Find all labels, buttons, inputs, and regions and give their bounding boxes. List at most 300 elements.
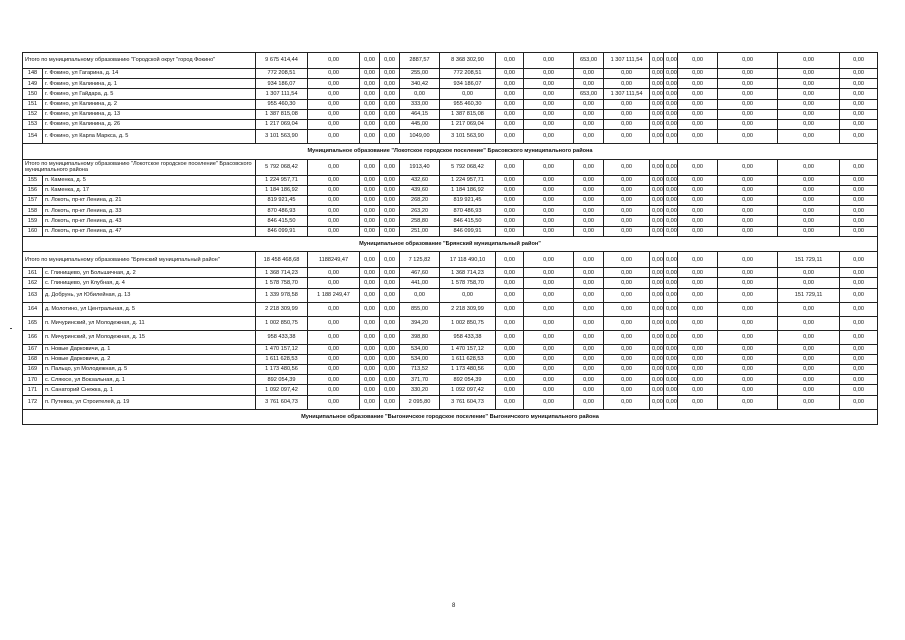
value-cell: 0,00 — [524, 119, 574, 129]
value-cell: 0,00 — [664, 79, 678, 89]
value-cell: 0,00 — [650, 79, 664, 89]
value-cell: 0,00 — [778, 175, 840, 185]
value-cell: 0,00 — [678, 159, 718, 175]
value-cell: 0,00 — [308, 196, 360, 206]
section-heading-row — [23, 144, 878, 160]
value-cell: 0,00 — [496, 196, 524, 206]
value-cell: 1049,00 — [400, 130, 440, 144]
value-cell: 0,00 — [778, 354, 840, 364]
value-cell: 0,00 — [718, 288, 778, 302]
value-cell: 0,00 — [840, 196, 878, 206]
table-row — [23, 375, 878, 385]
value-cell: 0,00 — [840, 302, 878, 316]
address-cell: п. Новые Дарковичи, д. 1 — [43, 344, 256, 354]
value-cell: 0,00 — [308, 99, 360, 109]
value-cell: 18 458 468,68 — [256, 252, 308, 268]
value-cell: 3 761 604,73 — [440, 395, 496, 409]
scan-mark — [10, 328, 12, 329]
value-cell: 0,00 — [524, 206, 574, 216]
table-row — [23, 79, 878, 89]
row-number: 171 — [23, 385, 43, 395]
value-cell: 0,00 — [308, 69, 360, 79]
address-cell: с. Сляюсе, ул Вокзальная, д. 1 — [43, 375, 256, 385]
value-cell: 0,00 — [360, 395, 380, 409]
value-cell: 0,00 — [650, 365, 664, 375]
value-cell: 0,00 — [496, 119, 524, 129]
value-cell: 0,00 — [664, 175, 678, 185]
value-cell: 0,00 — [440, 89, 496, 99]
value-cell: 855,00 — [400, 302, 440, 316]
value-cell: 1 578 758,70 — [440, 278, 496, 288]
value-cell: 330,20 — [400, 385, 440, 395]
table-row — [23, 185, 878, 195]
value-cell: 0,00 — [718, 375, 778, 385]
value-cell: 0,00 — [496, 365, 524, 375]
value-cell: 263,20 — [400, 206, 440, 216]
value-cell: 1 307 111,54 — [256, 89, 308, 99]
value-cell: 0,00 — [574, 354, 604, 364]
page-number: 8 — [452, 603, 456, 609]
value-cell: 0,00 — [604, 288, 650, 302]
total-label: Итого по муниципальному образованию "Локотское городское поселение" Брасовского муниципального района — [23, 159, 256, 175]
value-cell: 0,00 — [524, 226, 574, 236]
value-cell: 713,52 — [400, 365, 440, 375]
value-cell: 0,00 — [650, 175, 664, 185]
value-cell: 1 188 249,47 — [308, 288, 360, 302]
value-cell: 1 339 978,58 — [256, 288, 308, 302]
value-cell: 0,00 — [678, 216, 718, 226]
value-cell: 0,00 — [840, 288, 878, 302]
value-cell: 0,00 — [664, 109, 678, 119]
value-cell: 340,42 — [400, 79, 440, 89]
value-cell: 0,00 — [604, 119, 650, 129]
value-cell: 1 184 186,92 — [256, 185, 308, 195]
total-row — [23, 159, 878, 175]
value-cell: 0,00 — [360, 159, 380, 175]
section-heading-row — [23, 236, 878, 252]
value-cell: 0,00 — [308, 216, 360, 226]
value-cell: 5 792 068,42 — [440, 159, 496, 175]
value-cell: 0,00 — [604, 385, 650, 395]
value-cell: 0,00 — [604, 330, 650, 344]
value-cell: 892 054,39 — [256, 375, 308, 385]
value-cell: 0,00 — [604, 252, 650, 268]
value-cell: 0,00 — [574, 252, 604, 268]
value-cell: 0,00 — [650, 330, 664, 344]
table-row — [23, 89, 878, 99]
value-cell: 534,00 — [400, 344, 440, 354]
row-number: 154 — [23, 130, 43, 144]
value-cell: 0,00 — [778, 278, 840, 288]
value-cell: 0,00 — [718, 130, 778, 144]
value-cell: 0,00 — [496, 53, 524, 69]
value-cell: 0,00 — [664, 354, 678, 364]
value-cell: 0,00 — [840, 99, 878, 109]
value-cell: 1 387 815,08 — [440, 109, 496, 119]
value-cell: 464,15 — [400, 109, 440, 119]
value-cell: 0,00 — [308, 385, 360, 395]
value-cell: 2 218 309,99 — [440, 302, 496, 316]
value-cell: 0,00 — [380, 288, 400, 302]
value-cell: 0,00 — [380, 268, 400, 278]
address-cell: г. Фокино, ул Калинина, д. 2 — [43, 99, 256, 109]
value-cell: 0,00 — [778, 69, 840, 79]
value-cell: 1 611 628,53 — [440, 354, 496, 364]
row-number: 166 — [23, 330, 43, 344]
value-cell: 0,00 — [840, 159, 878, 175]
row-number: 169 — [23, 365, 43, 375]
value-cell: 0,00 — [650, 302, 664, 316]
value-cell: 0,00 — [664, 385, 678, 395]
row-number: 172 — [23, 395, 43, 409]
value-cell: 1 368 714,23 — [440, 268, 496, 278]
value-cell: 439,60 — [400, 185, 440, 195]
value-cell: 0,00 — [718, 185, 778, 195]
table-row — [23, 302, 878, 316]
value-cell: 0,00 — [524, 365, 574, 375]
value-cell: 0,00 — [360, 354, 380, 364]
value-cell: 0,00 — [664, 196, 678, 206]
value-cell: 0,00 — [308, 119, 360, 129]
value-cell: 0,00 — [778, 316, 840, 330]
value-cell: 0,00 — [380, 252, 400, 268]
section-heading: Муниципальное образование "Выгоничское городское поселение" Выгоничского муниципального района — [23, 409, 878, 425]
value-cell: 0,00 — [496, 375, 524, 385]
value-cell: 0,00 — [308, 395, 360, 409]
value-cell: 151 729,11 — [778, 288, 840, 302]
value-cell: 0,00 — [496, 395, 524, 409]
address-cell: п. Локоть, пр-кт Ленина, д. 47 — [43, 226, 256, 236]
address-cell: г. Фокино, ул Гайдара, д. 5 — [43, 89, 256, 99]
row-number: 168 — [23, 354, 43, 364]
value-cell: 0,00 — [650, 226, 664, 236]
total-label: Итого по муниципальному образованию "Брянский муниципальный район" — [23, 252, 256, 268]
value-cell: 0,00 — [380, 89, 400, 99]
row-number: 153 — [23, 119, 43, 129]
value-cell: 0,00 — [678, 330, 718, 344]
value-cell: 0,00 — [718, 99, 778, 109]
value-cell: 0,00 — [308, 130, 360, 144]
value-cell: 870 486,93 — [256, 206, 308, 216]
value-cell: 0,00 — [718, 395, 778, 409]
value-cell: 0,00 — [678, 109, 718, 119]
value-cell: 0,00 — [604, 344, 650, 354]
value-cell: 0,00 — [840, 344, 878, 354]
total-row — [23, 252, 878, 268]
value-cell: 0,00 — [664, 252, 678, 268]
value-cell: 0,00 — [380, 344, 400, 354]
value-cell: 0,00 — [574, 330, 604, 344]
value-cell: 0,00 — [496, 206, 524, 216]
value-cell: 0,00 — [778, 119, 840, 129]
value-cell: 0,00 — [778, 130, 840, 144]
value-cell: 0,00 — [718, 79, 778, 89]
value-cell: 0,00 — [604, 196, 650, 206]
value-cell: 0,00 — [678, 69, 718, 79]
value-cell: 0,00 — [496, 278, 524, 288]
row-number: 148 — [23, 69, 43, 79]
value-cell: 0,00 — [778, 375, 840, 385]
table-row — [23, 226, 878, 236]
value-cell: 1 387 815,08 — [256, 109, 308, 119]
value-cell: 1 002 850,75 — [256, 316, 308, 330]
table-row — [23, 344, 878, 354]
value-cell: 0,00 — [678, 354, 718, 364]
value-cell: 0,00 — [840, 330, 878, 344]
value-cell: 0,00 — [308, 185, 360, 195]
value-cell: 0,00 — [778, 206, 840, 216]
value-cell: 0,00 — [778, 53, 840, 69]
value-cell: 441,00 — [400, 278, 440, 288]
address-cell: д. Молотино, ул Центральная, д. 5 — [43, 302, 256, 316]
value-cell: 1 092 097,42 — [256, 385, 308, 395]
value-cell: 1 307 111,54 — [604, 89, 650, 99]
value-cell: 0,00 — [778, 89, 840, 99]
value-cell: 0,00 — [360, 206, 380, 216]
table-row — [23, 354, 878, 364]
value-cell: 0,00 — [664, 316, 678, 330]
value-cell: 0,00 — [650, 159, 664, 175]
value-cell: 955 460,30 — [440, 99, 496, 109]
value-cell: 0,00 — [678, 288, 718, 302]
value-cell: 0,00 — [308, 330, 360, 344]
table-row — [23, 130, 878, 144]
table-row — [23, 385, 878, 395]
value-cell: 0,00 — [664, 130, 678, 144]
value-cell: 0,00 — [840, 206, 878, 216]
value-cell: 0,00 — [840, 69, 878, 79]
value-cell: 7 125,82 — [400, 252, 440, 268]
value-cell: 0,00 — [718, 226, 778, 236]
value-cell: 0,00 — [524, 316, 574, 330]
value-cell: 0,00 — [440, 288, 496, 302]
value-cell: 0,00 — [678, 395, 718, 409]
table-row — [23, 288, 878, 302]
value-cell: 0,00 — [308, 375, 360, 385]
value-cell: 0,00 — [840, 354, 878, 364]
value-cell: 0,00 — [360, 175, 380, 185]
value-cell: 251,00 — [400, 226, 440, 236]
value-cell: 0,00 — [678, 99, 718, 109]
value-cell: 2887,57 — [400, 53, 440, 69]
value-cell: 0,00 — [524, 109, 574, 119]
value-cell: 0,00 — [496, 385, 524, 395]
value-cell: 0,00 — [650, 69, 664, 79]
value-cell: 846 099,91 — [440, 226, 496, 236]
value-cell: 0,00 — [604, 109, 650, 119]
value-cell: 0,00 — [524, 354, 574, 364]
row-number: 156 — [23, 185, 43, 195]
value-cell: 0,00 — [574, 196, 604, 206]
value-cell: 0,00 — [604, 354, 650, 364]
value-cell: 0,00 — [840, 175, 878, 185]
value-cell: 0,00 — [840, 252, 878, 268]
value-cell: 0,00 — [360, 53, 380, 69]
value-cell: 0,00 — [360, 302, 380, 316]
value-cell: 0,00 — [604, 175, 650, 185]
value-cell: 0,00 — [360, 89, 380, 99]
value-cell: 467,60 — [400, 268, 440, 278]
value-cell: 0,00 — [308, 302, 360, 316]
value-cell: 0,00 — [380, 330, 400, 344]
value-cell: 0,00 — [360, 365, 380, 375]
row-number: 161 — [23, 268, 43, 278]
value-cell: 0,00 — [718, 278, 778, 288]
value-cell: 0,00 — [574, 268, 604, 278]
value-cell: 0,00 — [604, 226, 650, 236]
value-cell: 0,00 — [524, 196, 574, 206]
value-cell: 0,00 — [380, 365, 400, 375]
value-cell: 0,00 — [524, 395, 574, 409]
value-cell: 1 224 957,71 — [256, 175, 308, 185]
value-cell: 0,00 — [524, 69, 574, 79]
value-cell: 0,00 — [380, 196, 400, 206]
value-cell: 0,00 — [718, 216, 778, 226]
value-cell: 0,00 — [650, 252, 664, 268]
value-cell: 0,00 — [360, 252, 380, 268]
address-cell: п. Новые Дарковичи, д. 2 — [43, 354, 256, 364]
section-heading: Муниципальное образование "Брянский муниципальный район" — [23, 236, 878, 252]
section-heading-row — [23, 409, 878, 425]
value-cell: 0,00 — [718, 354, 778, 364]
value-cell: 0,00 — [574, 365, 604, 375]
value-cell: 0,00 — [360, 316, 380, 330]
value-cell: 0,00 — [664, 99, 678, 109]
value-cell: 151 729,11 — [778, 252, 840, 268]
value-cell: 1 184 186,92 — [440, 185, 496, 195]
value-cell: 268,20 — [400, 196, 440, 206]
value-cell: 0,00 — [360, 226, 380, 236]
row-number: 163 — [23, 288, 43, 302]
value-cell: 0,00 — [650, 109, 664, 119]
value-cell: 0,00 — [574, 69, 604, 79]
value-cell: 0,00 — [380, 206, 400, 216]
value-cell: 0,00 — [840, 119, 878, 129]
value-cell: 0,00 — [400, 89, 440, 99]
value-cell: 398,80 — [400, 330, 440, 344]
value-cell: 0,00 — [718, 385, 778, 395]
value-cell: 0,00 — [604, 365, 650, 375]
value-cell: 0,00 — [778, 385, 840, 395]
value-cell: 0,00 — [778, 365, 840, 375]
value-cell: 0,00 — [574, 206, 604, 216]
value-cell: 0,00 — [678, 278, 718, 288]
row-number: 151 — [23, 99, 43, 109]
value-cell: 0,00 — [678, 302, 718, 316]
value-cell: 0,00 — [718, 252, 778, 268]
value-cell: 0,00 — [380, 175, 400, 185]
value-cell: 333,00 — [400, 99, 440, 109]
value-cell: 9 675 414,44 — [256, 53, 308, 69]
value-cell: 0,00 — [664, 216, 678, 226]
value-cell: 0,00 — [524, 278, 574, 288]
value-cell: 0,00 — [778, 302, 840, 316]
value-cell: 1 611 628,53 — [256, 354, 308, 364]
value-cell: 0,00 — [524, 302, 574, 316]
value-cell: 0,00 — [380, 385, 400, 395]
value-cell: 0,00 — [718, 119, 778, 129]
value-cell: 0,00 — [840, 278, 878, 288]
value-cell: 0,00 — [360, 344, 380, 354]
value-cell: 0,00 — [400, 288, 440, 302]
value-cell: 0,00 — [496, 130, 524, 144]
value-cell: 534,00 — [400, 354, 440, 364]
row-number: 155 — [23, 175, 43, 185]
value-cell: 0,00 — [308, 344, 360, 354]
value-cell: 0,00 — [574, 130, 604, 144]
value-cell: 2 095,80 — [400, 395, 440, 409]
value-cell: 0,00 — [678, 175, 718, 185]
table-row — [23, 365, 878, 375]
value-cell: 0,00 — [664, 69, 678, 79]
value-cell: 0,00 — [380, 278, 400, 288]
value-cell: 0,00 — [678, 385, 718, 395]
value-cell: 0,00 — [650, 395, 664, 409]
value-cell: 0,00 — [664, 395, 678, 409]
value-cell: 0,00 — [496, 268, 524, 278]
value-cell: 0,00 — [496, 330, 524, 344]
value-cell: 0,00 — [360, 385, 380, 395]
row-number: 162 — [23, 278, 43, 288]
value-cell: 958 433,38 — [256, 330, 308, 344]
value-cell: 0,00 — [840, 375, 878, 385]
value-cell: 0,00 — [604, 185, 650, 195]
value-cell: 0,00 — [650, 89, 664, 99]
value-cell: 3 101 563,90 — [440, 130, 496, 144]
value-cell: 0,00 — [574, 109, 604, 119]
value-cell: 0,00 — [840, 89, 878, 99]
value-cell: 0,00 — [604, 159, 650, 175]
value-cell: 0,00 — [604, 79, 650, 89]
value-cell: 0,00 — [718, 175, 778, 185]
value-cell: 0,00 — [574, 385, 604, 395]
value-cell: 0,00 — [664, 268, 678, 278]
value-cell: 0,00 — [574, 79, 604, 89]
value-cell: 0,00 — [678, 53, 718, 69]
value-cell: 0,00 — [604, 278, 650, 288]
value-cell: 0,00 — [574, 288, 604, 302]
value-cell: 371,70 — [400, 375, 440, 385]
value-cell: 0,00 — [840, 185, 878, 195]
value-cell: 0,00 — [664, 375, 678, 385]
value-cell: 0,00 — [524, 216, 574, 226]
value-cell: 0,00 — [380, 79, 400, 89]
value-cell: 0,00 — [664, 288, 678, 302]
value-cell: 0,00 — [664, 89, 678, 99]
address-cell: г. Фокино, ул Карла Маркса, д. 5 — [43, 130, 256, 144]
value-cell: 653,00 — [574, 53, 604, 69]
value-cell: 0,00 — [678, 196, 718, 206]
address-cell: г. Фокино, ул Гагарина, д. 14 — [43, 69, 256, 79]
value-cell: 0,00 — [604, 99, 650, 109]
value-cell: 0,00 — [664, 206, 678, 216]
address-cell: п. Каменка, д. 5 — [43, 175, 256, 185]
value-cell: 0,00 — [650, 185, 664, 195]
value-cell: 394,20 — [400, 316, 440, 330]
value-cell: 0,00 — [840, 316, 878, 330]
value-cell: 0,00 — [574, 395, 604, 409]
value-cell: 0,00 — [650, 288, 664, 302]
address-cell: п. Санаторий Снежка, д. 1 — [43, 385, 256, 395]
value-cell: 1 217 069,04 — [440, 119, 496, 129]
table-row — [23, 268, 878, 278]
value-cell: 0,00 — [524, 375, 574, 385]
value-cell: 1 002 850,75 — [440, 316, 496, 330]
value-cell: 0,00 — [650, 196, 664, 206]
value-cell: 0,00 — [524, 252, 574, 268]
value-cell: 1 470 157,12 — [440, 344, 496, 354]
value-cell: 955 460,30 — [256, 99, 308, 109]
